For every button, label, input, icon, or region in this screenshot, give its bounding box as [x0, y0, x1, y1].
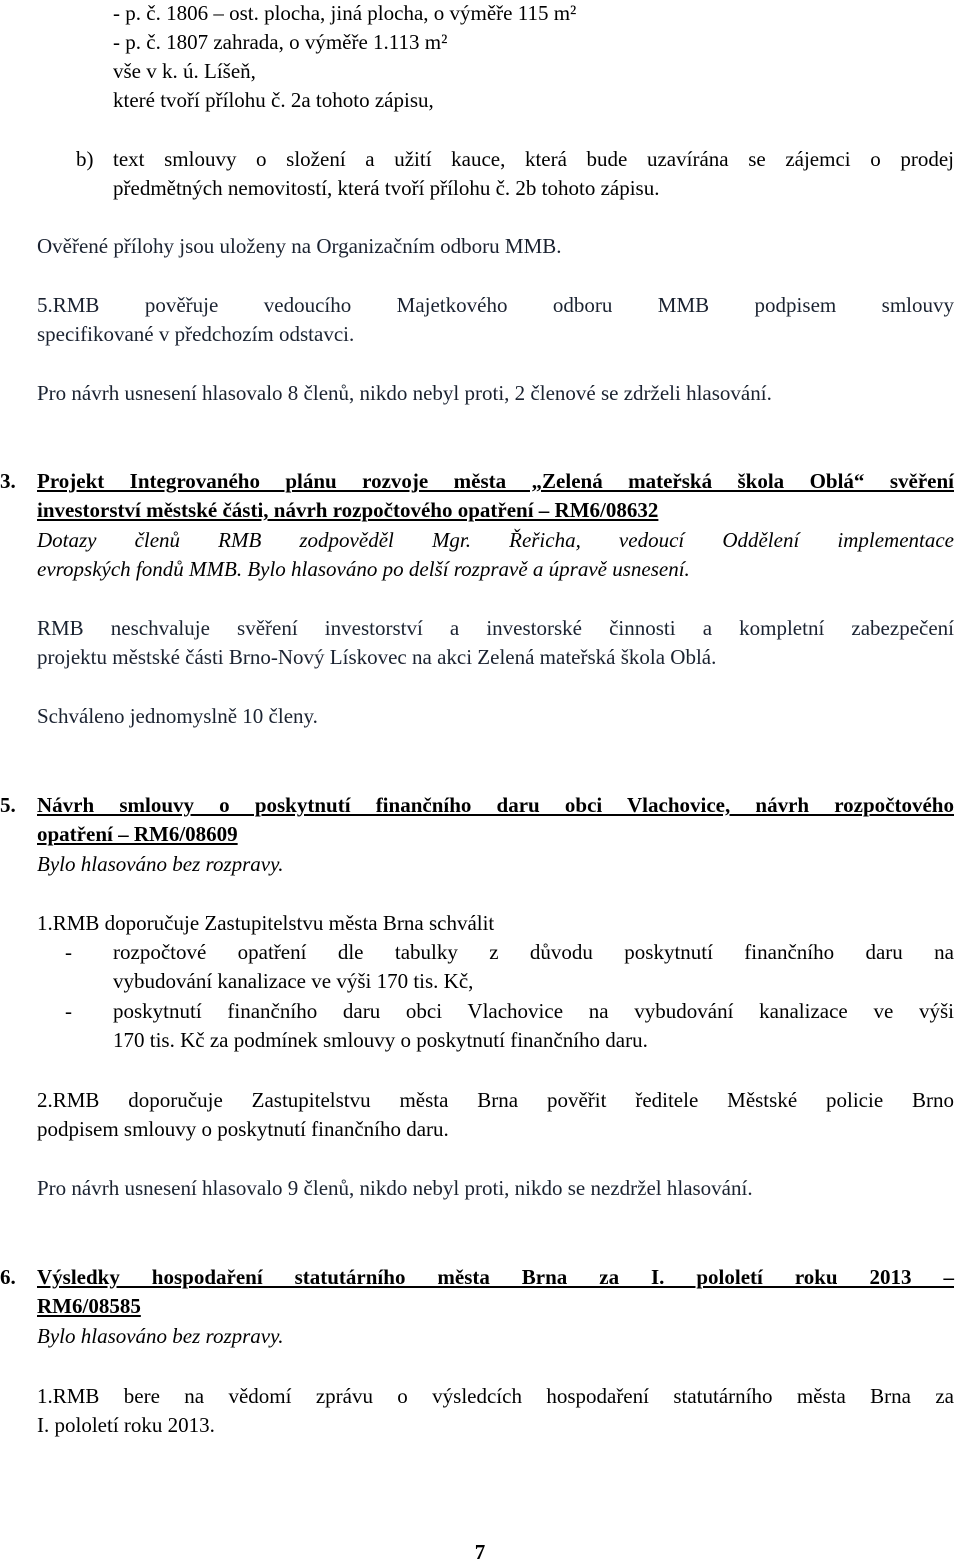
- point5-line1: 5.RMB pověřuje vedoucího Majetkového odboru MMB podpisem smlouvy: [37, 293, 954, 317]
- attachment-2a-note: které tvoří přílohu č. 2a tohoto zápisu,: [113, 88, 434, 112]
- section5-r1-intro: 1.RMB doporučuje Zastupitelstvu města Brna schválit: [37, 911, 495, 935]
- section6-number: 6.: [0, 1265, 16, 1289]
- section5-r1-b2-line1: poskytnutí finančního daru obci Vlachovice na vybudování kanalizace ve výši: [113, 999, 954, 1023]
- cadastral-area: vše v k. ú. Líšeň,: [113, 59, 256, 83]
- section5-heading-line1: Návrh smlouvy o poskytnutí finančního daru obci Vlachovice, návrh rozpočtového: [37, 793, 954, 817]
- parcel-1807: - p. č. 1807 zahrada, o výměře 1.113 m²: [113, 30, 448, 54]
- section6-heading-line1: Výsledky hospodaření statutárního města Brna za I. pololetí roku 2013 –: [37, 1265, 954, 1289]
- section5-no-discussion: Bylo hlasováno bez rozpravy.: [37, 852, 284, 876]
- section6-r1-line2: I. pololetí roku 2013.: [37, 1413, 215, 1437]
- section6-no-discussion: Bylo hlasováno bez rozpravy.: [37, 1324, 284, 1348]
- attachments-note: Ověřené přílohy jsou uloženy na Organizačním odboru MMB.: [37, 234, 562, 258]
- section3-resolution-line1: RMB neschvaluje svěření investorství a investorské činnosti a kompletní zabezpečení: [37, 616, 954, 640]
- vote-result-1: Pro návrh usnesení hlasovalo 8 členů, nikdo nebyl proti, 2 členové se zdrželi hlasování.: [37, 381, 772, 405]
- section5-r2-line1: 2.RMB doporučuje Zastupitelstvu města Brna pověřit ředitele Městské policie Brno: [37, 1088, 954, 1112]
- section5-number: 5.: [0, 793, 16, 817]
- parcel-1806: - p. č. 1806 – ost. plocha, jiná plocha, o výměře 115 m²: [113, 1, 577, 25]
- section5-r1-b1-line2: vybudování kanalizace ve výši 170 tis. Kč,: [113, 969, 474, 993]
- section3-discussion-line1: Dotazy členů RMB zodpověděl Mgr. Řeřicha, vedoucí Oddělení implementace: [37, 528, 954, 552]
- section5-vote: Pro návrh usnesení hlasovalo 9 členů, nikdo nebyl proti, nikdo se nezdržel hlasování.: [37, 1176, 753, 1200]
- bullet-2: -: [65, 999, 72, 1023]
- bullet-1: -: [65, 940, 72, 964]
- page-number: 7: [474, 1540, 486, 1564]
- item-b-line1: text smlouvy o složení a užití kauce, která bude uzavírána se zájemci o prodej: [113, 147, 954, 171]
- section6-r1-line1: 1.RMB bere na vědomí zprávu o výsledcích hospodaření statutárního města Brna za: [37, 1384, 954, 1408]
- section3-heading-line1: Projekt Integrovaného plánu rozvoje města „Zelená mateřská škola Oblá“ svěření: [37, 469, 954, 493]
- item-b-label: b): [76, 147, 94, 171]
- section3-resolution-line2: projektu městské části Brno-Nový Lískovec na akci Zelená mateřská škola Oblá.: [37, 645, 717, 669]
- section5-r1-b2-line2: 170 tis. Kč za podmínek smlouvy o poskytnutí finančního daru.: [113, 1028, 648, 1052]
- point5-line2: specifikované v předchozím odstavci.: [37, 322, 355, 346]
- section3-heading-line2: investorství městské části, návrh rozpočtového opatření – RM6/08632: [37, 498, 659, 522]
- section5-r1-b1-line1: rozpočtové opatření dle tabulky z důvodu poskytnutí finančního daru na: [113, 940, 954, 964]
- section5-r2-line2: podpisem smlouvy o poskytnutí finančního daru.: [37, 1117, 449, 1141]
- item-b-line2: předmětných nemovitostí, která tvoří přílohu č. 2b tohoto zápisu.: [113, 176, 660, 200]
- section3-number: 3.: [0, 469, 16, 493]
- section3-discussion-line2: evropských fondů MMB. Bylo hlasováno po delší rozpravě a úpravě usnesení.: [37, 557, 690, 581]
- section6-heading-line2: RM6/08585: [37, 1294, 141, 1318]
- section5-heading-line2: opatření – RM6/08609: [37, 822, 238, 846]
- section3-vote: Schváleno jednomyslně 10 členy.: [37, 704, 318, 728]
